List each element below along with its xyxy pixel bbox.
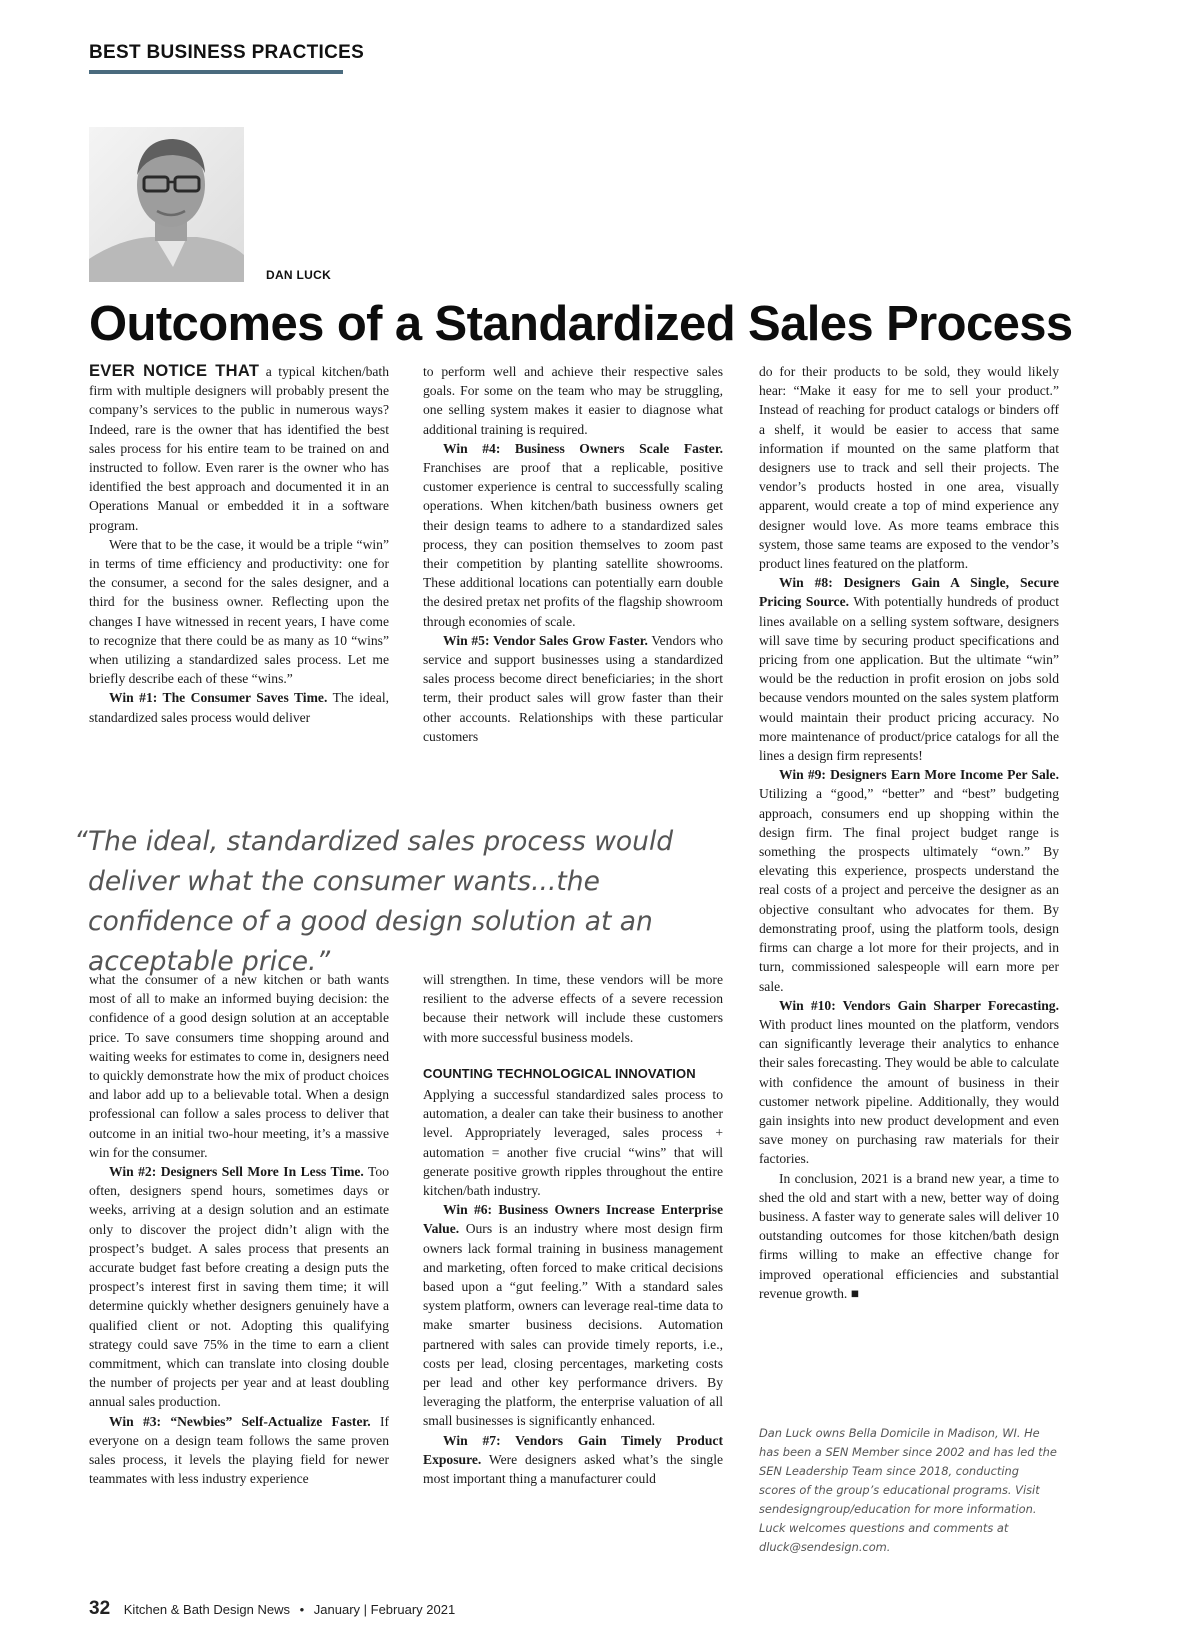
column-2-top <box>423 362 723 746</box>
win-heading: Win #1: The Consumer Saves Time. <box>109 690 328 706</box>
pull-quote-open-mark: “ <box>74 826 88 857</box>
paragraph: Too often, designers spend hours, sometimes days or weeks, arriving at a design solution and an estimate only to discover the project didn’t align with the prospect’s budget. A sales process that presents an accurate budget fast before creating a design puts the prospect’s interest first in saving them time; it will determine quickly whether designers genuinely have a qualified client or not. Adopting this qualifying strategy could save 75% in the time to earn a client commitment, which can translate into closing double the number of projects per year and at least doubling annual sales production. <box>89 1164 389 1410</box>
author-bio: Dan Luck owns Bella Domicile in Madison, WI. He has been a SEN Member since 2002 and has led the SEN Leadership Team since 2018, conducting scores of the group’s educational programs. Visit sendesigngroup/education for more information. Luck welcomes questions and comments at dluck@sendesign.com. <box>759 1426 1057 1554</box>
paragraph: what the consumer of a new kitchen or bath wants most of all to make an informed buying decision: the confidence of a good design solution at an acceptable price. To save consumers time shopping around and waiting weeks for estimates to come in, designers need to quickly demonstrate how the mix of product choices and labor add up to a believable total. When a design professional can follow a sales process to deliver that outcome in an initial two-hour meeting, it’s a massive win for the consumer. <box>89 972 389 1160</box>
win-heading: Win #3: “Newbies” Self-Actualize Faster. <box>109 1413 371 1429</box>
paragraph: With product lines mounted on the platform, vendors can significantly leverage their analytics to enhance their sales forecasting. They would be able to calculate with confidence the amount of business in their customer network pipeline. Additionally, they would gain insights into new product development and even save money on purchasing raw materials for their factories. <box>759 1016 1059 1167</box>
column-1-bottom <box>89 970 389 1488</box>
paragraph: In conclusion, 2021 is a brand new year, a time to shed the old and start with a new, better way of doing business. A faster way to generate sales will deliver 10 outstanding outcomes for those kitchen/bath design firms willing to make an effective change for improved operational efficiencies and substantial revenue growth. <box>759 1170 1059 1301</box>
paragraph: Franchises are proof that a replicable, positive customer experience is central to successfully scaling operations. When kitchen/bath business owners get their design teams to adhere to a standardized sales process, they can position themselves to zoom past their competition by planting satellite showrooms. These additional locations can potentially earn double the desired pretax net profits of the flagship showroom through economies of scale. <box>423 460 723 629</box>
section-rule <box>89 70 343 74</box>
win-heading: Win #5: Vendor Sales Grow Faster. <box>443 632 648 648</box>
author-byline: DAN LUCK <box>266 268 332 282</box>
issue-date: January | February 2021 <box>313 1602 456 1617</box>
article-headline: Outcomes of a Standardized Sales Process <box>89 297 1073 351</box>
paragraph: Applying a successful standardized sales process to automation, a dealer can take their business to another level. Appropriately leveraged, sales process + automation = another five crucial “wins” that will generate positive growth ripples throughout the entire kitchen/bath industry. <box>423 1087 723 1199</box>
paragraph: Vendors who service and support businesses using a standardized sales process become direct beneficiaries; in the short term, their product sales will grow faster than their other accounts. Relationships with these particular customers <box>423 632 723 744</box>
page-footer <box>89 1598 455 1620</box>
paragraph: a typical kitchen/bath firm with multiple designers will probably present the company’s services to the public in numerous ways? Indeed, rare is the owner that has identified the best sales process for his entire team to be trained on and instructed to follow. Even rarer is the owner who has identified the best approach and documented it in an Operations Manual or embedded it in a software program. <box>89 364 389 533</box>
paragraph: to perform well and achieve their respective sales goals. For some on the team who may be struggling, one selling system makes it easier to diagnose what additional training is required. <box>423 364 723 437</box>
footer-bullet: • <box>299 1602 305 1617</box>
win-heading: Win #4: Business Owners Scale Faster. <box>443 440 723 456</box>
page-number: 32 <box>89 1598 111 1619</box>
end-mark: ■ <box>847 1285 859 1301</box>
section-label: BEST BUSINESS PRACTICES <box>89 42 365 63</box>
lead-in: EVER NOTICE THAT <box>89 362 260 380</box>
pull-quote-text: The ideal, standardized sales process would deliver what the consumer wants...the confidence of a good design solution at an acceptable price.” <box>88 826 674 977</box>
paragraph: Ours is an industry where most design firm owners lack formal training in business management and marketing, often forced to make critical decisions based upon a “gut feeling.” With a standard sales system platform, owners can leverage real-time data to make smarter business decisions. Automation partnered with sales can provide timely reports, i.e., costs per lead, closing percentages, marketing costs per lead and other key performance drivers. By leveraging the platform, the enterprise valuation of all small businesses is significantly enhanced. <box>423 1221 723 1429</box>
win-heading: Win #10: Vendors Gain Sharper Forecasting. <box>779 997 1059 1013</box>
column-3 <box>759 362 1059 1303</box>
paragraph: With potentially hundreds of product lines available on a selling system software, designers will save time by securing product specifications and pricing from one application. But the ultimate “win” would be the reduction in profit erosion on jobs sold because vendors mounted on the sales system platform would maintain their product pricing accuracy. No more maintenance of product/price catalogs for all the lines a design firm represents! <box>759 594 1059 764</box>
win-heading: Win #7: Vendors Gain Timely Product Exposure. <box>423 1432 723 1467</box>
paragraph: do for their products to be sold, they would likely hear: “Make it easy for me to sell your product.” Instead of reaching for product catalogs or binders off a shelf, it would be easier to access that same information if mounted on the same platform that designers use to track and sell their projects. The vendor’s products hosted in one area, visually apparent, would create a top of mind experience any designer would love. As more teams embrace this system, those same teams are exposed to the vendor’s product lines featured on the platform. <box>759 364 1059 572</box>
author-photo <box>89 127 244 282</box>
pull-quote <box>74 822 734 982</box>
paragraph: The ideal, standardized sales process would deliver <box>89 690 389 725</box>
win-heading: Win #2: Designers Sell More In Less Time. <box>109 1164 364 1180</box>
column-1-top <box>89 362 389 727</box>
paragraph: will strengthen. In time, these vendors will be more resilient to the adverse effects of a severe recession because their network will include these customers with more successful business models. <box>423 972 723 1045</box>
publication-name: Kitchen & Bath Design News <box>123 1602 290 1617</box>
win-heading: Win #9: Designers Earn More Income Per Sale. <box>779 767 1059 783</box>
win-heading: Win #8: Designers Gain A Single, Secure Pricing Source. <box>759 575 1059 610</box>
win-heading: Win #6: Business Owners Increase Enterprise Value. <box>423 1202 723 1237</box>
paragraph: Utilizing a “good,” “better” and “best” budgeting approach, consumers end up shopping within the design firm. The final project budget range is something the prospects ultimately “own.” By elevating this experience, prospects understand the real costs of a project and perceive the designer as an objective consultant who advocates for them. By demonstrating proof, using the platform tools, design firms can charge a lot more for their projects, and in turn, commissioned salespeople will earn more per sale. <box>759 786 1059 994</box>
column-2-bottom <box>423 970 723 1488</box>
paragraph: If everyone on a design team follows the same proven sales process, it levels the playing field for newer teammates with less industry experience <box>89 1413 389 1487</box>
paragraph: Were designers asked what’s the single most important thing a manufacturer could <box>423 1451 723 1487</box>
paragraph: Were that to be the case, it would be a triple “win” in terms of time efficiency and productivity: one for the consumer, a second for the sales designer, and a third for the business owner. Reflecting upon the changes I have witnessed in recent years, I have come to recognize that there could be as many as 10 “wins” when utilizing a standardized sales process. Let me briefly describe each of these “wins.” <box>89 536 389 687</box>
subhead: COUNTING TECHNOLOGICAL INNOVATION <box>423 1065 696 1081</box>
